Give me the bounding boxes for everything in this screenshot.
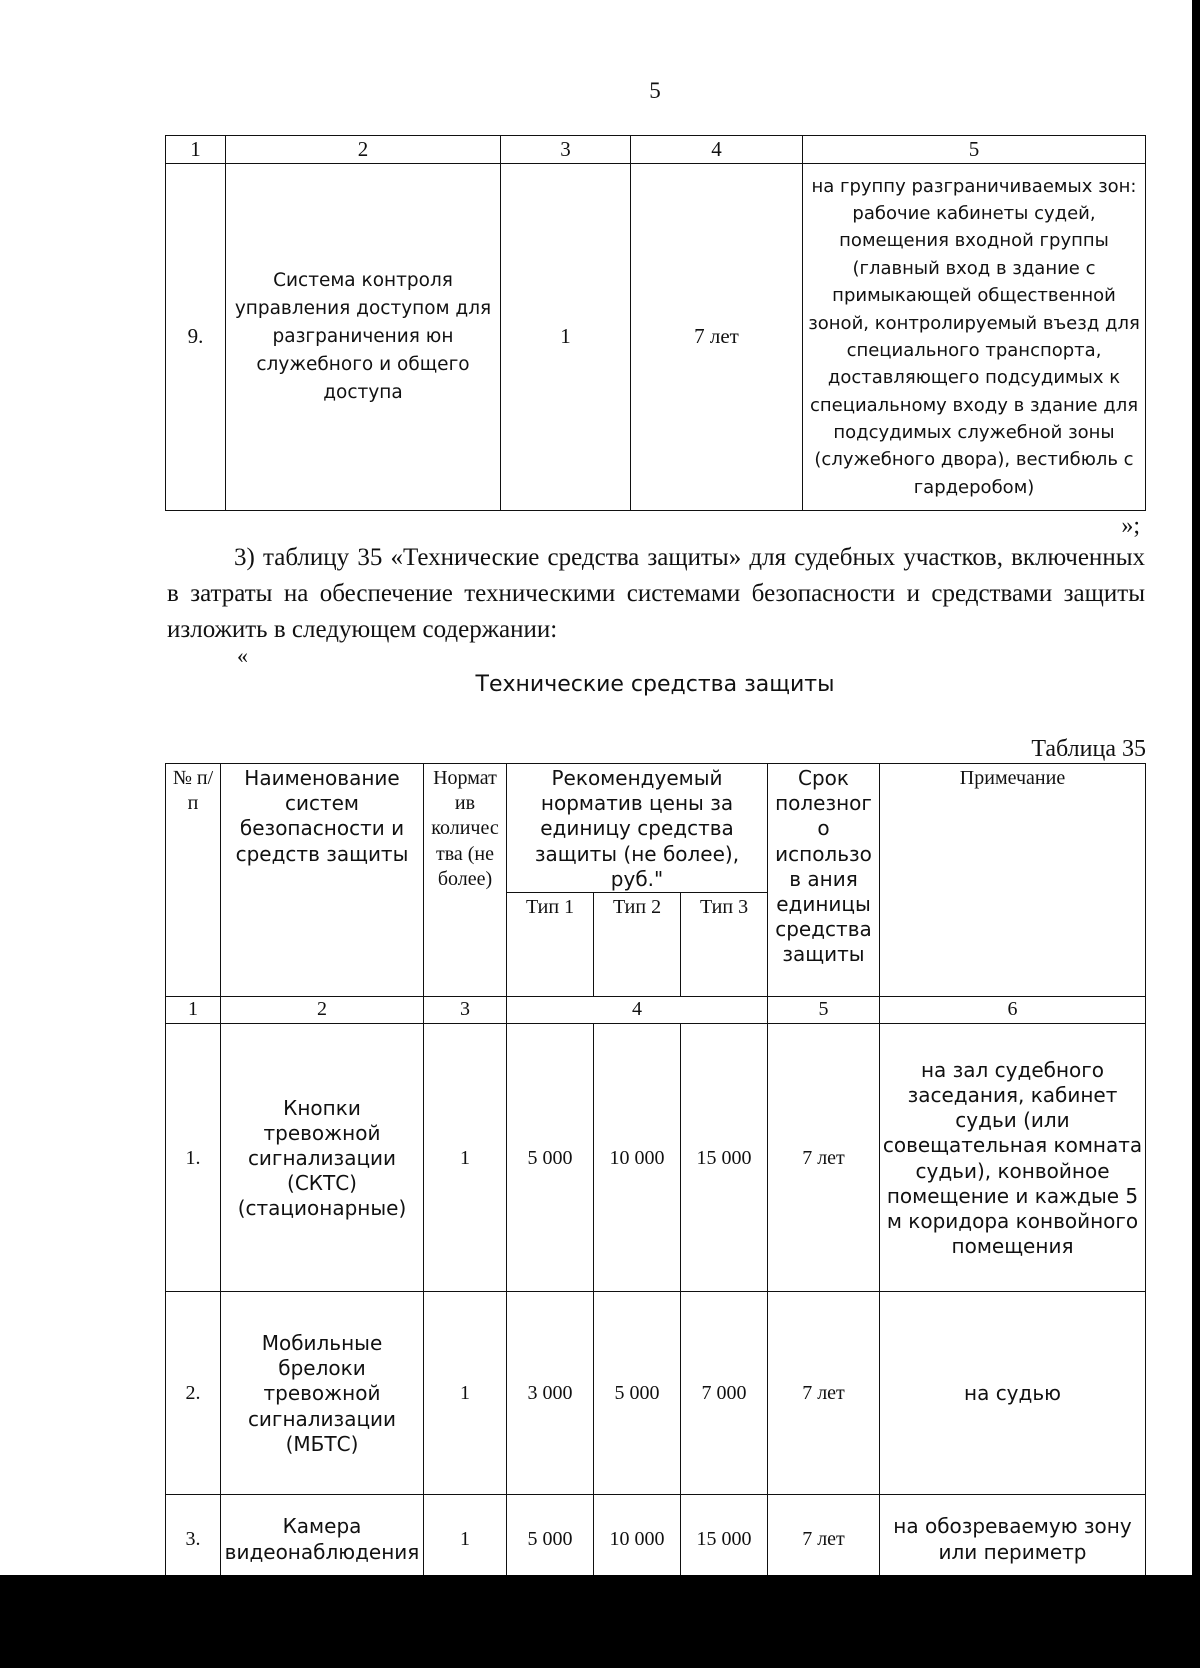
opening-quote: « <box>237 643 248 668</box>
table-row <box>166 1024 1146 1292</box>
row-number: 2. <box>166 1292 221 1495</box>
useful-life: 7 лет <box>631 163 803 510</box>
note: на зал судебного заседания, кабинет судьи (или совещательная комната судьи), конвойное помещение и каждые 5 м коридора конвойного помещения <box>880 1024 1146 1292</box>
header-norm: Нормат ив количес тва (не более) <box>424 764 507 997</box>
row-number: 1. <box>166 1024 221 1292</box>
quantity: 1 <box>424 1024 507 1292</box>
table-row <box>166 1292 1146 1495</box>
header-name: Наименование систем безопасности и средств защиты <box>221 764 424 997</box>
table-row <box>166 163 1146 510</box>
table1-col-number: 1 <box>166 136 226 164</box>
page-number: 5 <box>649 78 661 103</box>
header-term: Срок полезного использов ания единицы средства защиты <box>768 764 880 997</box>
table2-col-number: 1 <box>166 997 221 1024</box>
closing-quote: »; <box>1121 513 1140 539</box>
price-type2: 5 000 <box>594 1292 681 1495</box>
table-row <box>166 1495 1146 1576</box>
header-type1: Тип 1 <box>507 892 594 996</box>
table-35 <box>165 763 1146 1575</box>
system-name: Камера видеонаблюдения <box>221 1495 424 1576</box>
table1-col-number: 4 <box>631 136 803 164</box>
header-type2: Тип 2 <box>594 892 681 996</box>
table2-col-number: 5 <box>768 997 880 1024</box>
table2-col-number: 3 <box>424 997 507 1024</box>
price-type3: 15 000 <box>681 1495 768 1576</box>
table1-column-numbers <box>166 136 1146 164</box>
quantity: 1 <box>424 1495 507 1576</box>
note: на группу разграничиваемых зон: рабочие кабинеты судей, помещения входной группы (главный вход в здание с примыкающей общественной зоной, контролируемый въезд для специального транспорта, доставляющего подсудимых к специальному входу в здание для подсудимых служебной зоны (служебного двора), вестибюль с гардеробом) <box>803 163 1146 510</box>
useful-life: 7 лет <box>768 1495 880 1576</box>
table1-col-number: 2 <box>226 136 501 164</box>
table-label: Таблица 35 <box>1031 736 1146 762</box>
table1-col-number: 5 <box>803 136 1146 164</box>
system-name: Кнопки тревожной сигнализации (СКТС) (стационарные) <box>221 1024 424 1292</box>
price-type1: 5 000 <box>507 1495 594 1576</box>
note: на судью <box>880 1292 1146 1495</box>
header-price: Рекомендуемый норматив цены за единицу средства защиты (не более), руб." <box>507 764 768 893</box>
quantity: 1 <box>501 163 631 510</box>
header-num: № п/п <box>166 764 221 997</box>
system-name: Система контроля управления доступом для разграничения юн служебного и общего доступа <box>226 163 501 510</box>
price-type2: 10 000 <box>594 1495 681 1576</box>
body-paragraph: 3) таблицу 35 «Технические средства защиты» для судебных участков, включенных в затраты на обеспечение техническими системами безопасности и средствами защиты изложить в следующем содержании: <box>167 544 1145 643</box>
price-type2: 10 000 <box>594 1024 681 1292</box>
system-name: Мобильные брелоки тревожной сигнализации (МБТС) <box>221 1292 424 1495</box>
price-type3: 7 000 <box>681 1292 768 1495</box>
table2-col-number: 6 <box>880 997 1146 1024</box>
header-type3: Тип 3 <box>681 892 768 996</box>
quantity: 1 <box>424 1292 507 1495</box>
row-number: 9. <box>166 163 226 510</box>
table1-col-number: 3 <box>501 136 631 164</box>
section-title: Технические средства защиты <box>475 672 835 697</box>
useful-life: 7 лет <box>768 1292 880 1495</box>
table2-col-number: 2 <box>221 997 424 1024</box>
table2-header-row <box>166 764 1146 893</box>
price-type1: 3 000 <box>507 1292 594 1495</box>
table2-column-numbers <box>166 997 1146 1024</box>
price-type3: 15 000 <box>681 1024 768 1292</box>
table-continuation <box>165 135 1146 511</box>
header-note: Примечание <box>880 764 1146 997</box>
row-number: 3. <box>166 1495 221 1576</box>
useful-life: 7 лет <box>768 1024 880 1292</box>
price-type1: 5 000 <box>507 1024 594 1292</box>
note: на обозреваемую зону или периметр <box>880 1495 1146 1576</box>
table2-col-number: 4 <box>507 997 768 1024</box>
